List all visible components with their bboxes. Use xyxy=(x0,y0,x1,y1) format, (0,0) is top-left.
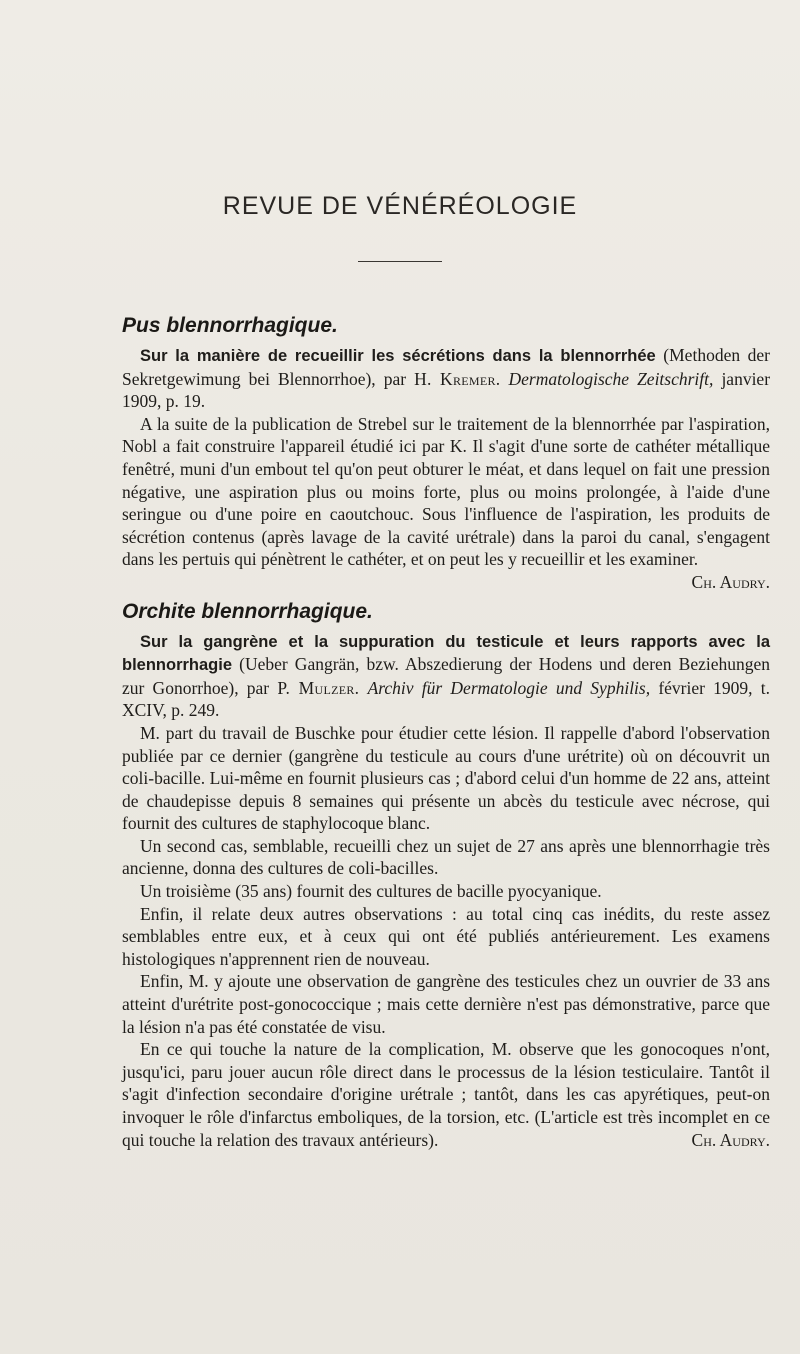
article-author: P. Mulzer. xyxy=(277,677,360,698)
article-title: Sur la gangrène et la suppuration du testicule et leurs rapports avec la blennorrhagie xyxy=(122,632,770,675)
journal-name: Dermatologische Zeitschrift, xyxy=(508,368,714,389)
paragraph: Enfin, il relate deux autres observations : au total cinq cas inédits, du reste assez semblables entre eux, et à ceux qui ont été publiés antérieurement. Les examens histologiques n'apprennent rien de nouveau. xyxy=(122,903,770,969)
publication-date: février 1909, t. XCIV, p. 249. xyxy=(122,677,771,721)
section-title-pus: Pus blennorrhagique. xyxy=(122,314,338,337)
paragraph xyxy=(122,1038,770,1151)
journal-name: Archiv für Dermatologie und Syphilis, xyxy=(367,677,651,698)
paragraph: Un troisième (35 ans) fournit des cultures de bacille pyocyanique. xyxy=(140,881,602,902)
paragraph xyxy=(122,413,770,594)
paragraph: Un second cas, semblable, recueilli chez un sujet de 27 ans après une blennorrhagie très ancienne, donna des cultures de coli-bacilles. xyxy=(122,835,770,879)
article-author: H. Kremer. xyxy=(414,368,501,389)
paragraph: Enfin, M. y ajoute une observation de gangrène des testicules chez un ouvrier de 33 ans atteint d'urétrite post-gonococcique ; mais cette dernière n'est pas démonstrative, parce que la lésion n'a pas été constatée de visu. xyxy=(122,971,770,1037)
title-rule xyxy=(358,261,442,262)
paragraph-text: En ce qui touche la nature de la complication, M. observe que les gonocoques n'ont, jusqu'ici, paru jouer aucun rôle direct dans le processus de la lésion testiculaire. Tantôt il s'agit d'infection secondaire d'origine urétrale ; tantôt, dans les cas apyrétiques, peut-on invoquer le rôle d'infarctus emboliques, de la torsion, etc. (L'article est très incomplet en ce qui touche la relation des travaux antérieurs). xyxy=(122,1039,770,1150)
article-heading-orchite xyxy=(122,630,770,722)
article-body xyxy=(122,308,770,1151)
paragraph: M. part du travail de Buschke pour étudier cette lésion. Il rappelle d'abord l'observation publiée par ce dernier (gangrène du testicule au cours d'une urétrite) où on découvrit un coli-bacille. Lui-même en fournit plusieurs cas ; d'abord celui d'un homme de 22 ans, atteint de chaudepisse depuis 8 semaines qui présente un abcès du testicule avec nécrose, qui fournit des cultures de staphylocoque blanc. xyxy=(122,722,770,834)
publication-date: janvier 1909, p. 19. xyxy=(122,368,771,412)
article-reference: (Methoden der Sekretgewimung bei Blennorrhoe), par xyxy=(122,345,770,389)
page-title: REVUE DE VÉNÉRÉOLOGIE xyxy=(222,192,578,220)
paragraph-text: A la suite de la publication de Strebel sur le traitement de la blennorrhée par l'aspiration, Nobl a fait construire l'appareil étudié ici par K. Il s'agit d'une sorte de cathéter métallique fenêtré, muni d'un embout tel qu'on peut obturer le méat, et dans lequel on fait une pression négative, une aspiration plus ou moins forte, plus ou moins prolongée, à l'aide d'une seringue ou d'une poire en caoutchouc. Sous l'influence de l'aspiration, les produits de sécrétion contenus (après lavage de la cavité urétrale) dans la paroi du canal, s'engagent dans les pertuis qui pénètrent le cathéter, et on peut les y recueillir et les examiner. xyxy=(122,413,770,570)
section-title-orchite: Orchite blennorrhagique. xyxy=(122,599,373,623)
signature: Ch. Audry. xyxy=(691,1129,770,1150)
article-reference: (Ueber Gangrän, bzw. Abszedierung der Hodens und deren Beziehungen zur Gonorrhoe), par xyxy=(122,654,771,698)
signature: Ch. Audry. xyxy=(691,571,770,592)
article-title: Sur la manière de recueillir les sécrétions dans la blennorrhée xyxy=(140,347,656,365)
article-heading-pus xyxy=(122,344,770,413)
